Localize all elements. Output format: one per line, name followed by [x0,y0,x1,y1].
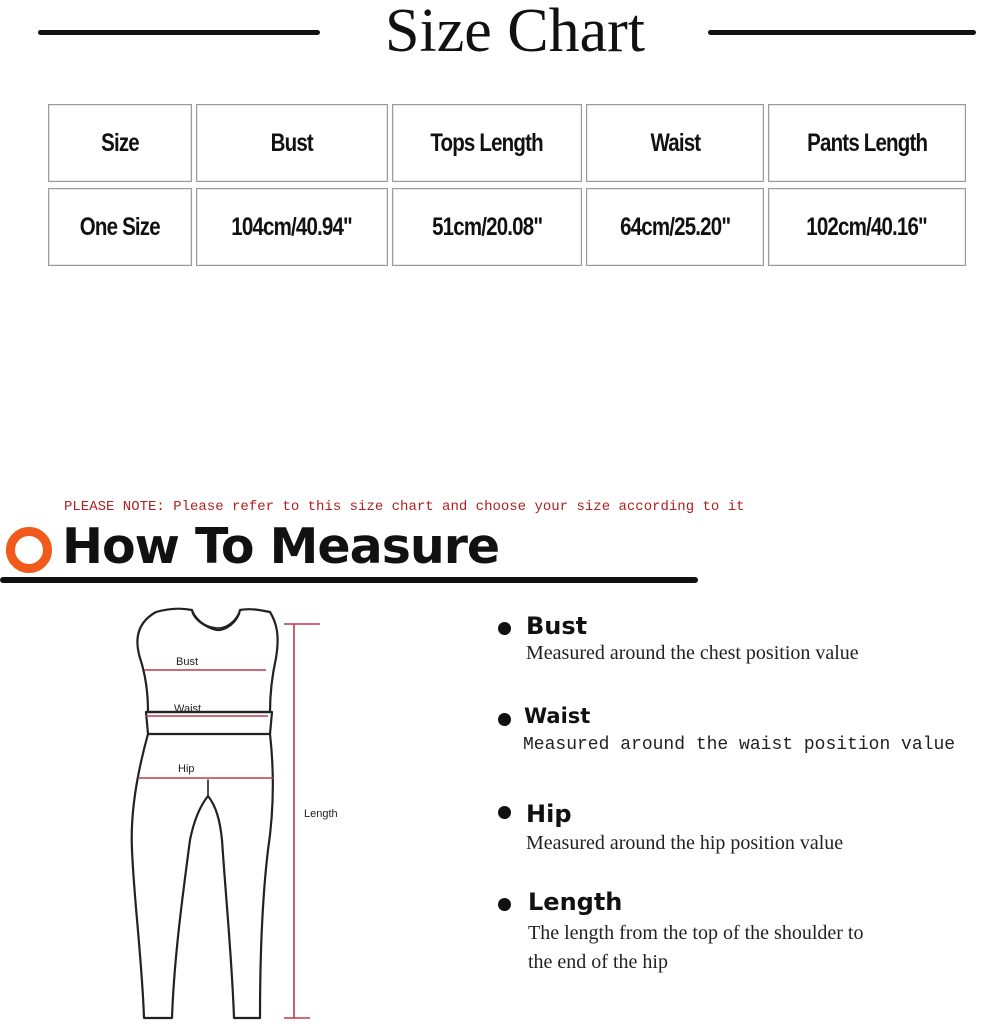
measure-description: The length from the top of the shoulder to [528,922,864,944]
bullet-icon [498,806,511,819]
measure-heading: Waist [524,704,591,728]
cell-size: One Size [48,188,192,266]
figure-label-bust: Bust [176,656,199,668]
figure-label-waist: Waist [174,703,202,715]
measure-heading: Length [528,888,623,916]
size-chart-title: Size Chart [385,0,645,65]
how-to-measure-title: How To Measure [62,518,500,575]
measurement-figure [110,600,370,1024]
measure-heading: Hip [526,800,572,828]
header-cell-tops-length: Tops Length [392,104,582,182]
measure-description: Measured around the chest position value [526,642,859,664]
size-table [44,98,970,272]
title-rule-left [38,30,320,35]
header-cell-size: Size [48,104,192,182]
header-cell-pants-length: Pants Length [768,104,966,182]
table-row [48,188,966,266]
cell-waist: 64cm/25.20" [586,188,764,266]
orange-ring-icon [6,527,52,573]
cell-pants-length: 102cm/40.16" [768,188,966,266]
measure-description: Measured around the hip position value [526,832,844,854]
cell-tops-length: 51cm/20.08" [392,188,582,266]
measure-description: Measured around the waist position value [523,735,956,755]
bullet-icon [498,898,511,911]
measure-heading: Bust [526,612,588,640]
how-to-measure-rule [0,577,698,583]
cell-bust: 104cm/40.94" [196,188,388,266]
figure-label-hip: Hip [178,763,195,775]
size-chart-header [0,0,983,70]
bullet-icon [498,713,511,726]
figure-label-length: Length [304,808,338,820]
header-cell-bust: Bust [196,104,388,182]
size-note: PLEASE NOTE: Please refer to this size chart and choose your size according to it [64,499,745,515]
bullet-icon [498,622,511,635]
title-rule-right [708,30,976,35]
table-header-row [48,104,966,182]
header-cell-waist: Waist [586,104,764,182]
measure-description-line-2: the end of the hip [528,951,668,973]
